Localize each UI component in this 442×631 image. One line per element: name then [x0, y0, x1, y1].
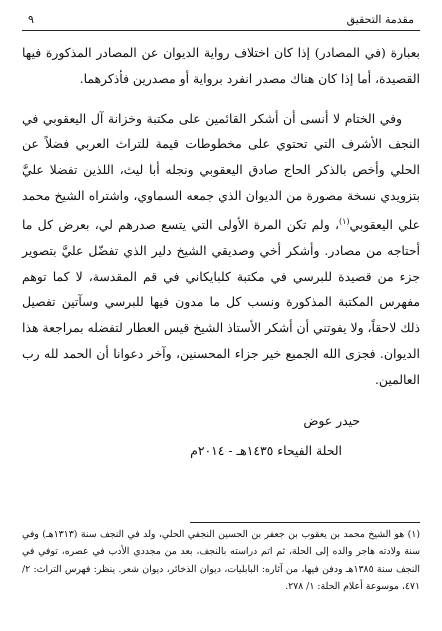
main-text: [22, 40, 420, 466]
place-date: الحلة الفيحاء ١٤٣٥هـ - ٢٠١٤م: [190, 443, 342, 459]
footnote-marker: (١): [338, 216, 350, 226]
paragraph-1: بعبارة (في المصادر) إذا كان اختلاف رواية الديوان عن المصادر المذكورة فيها القصيدة، أما إذا كان هناك مصدر انفرد برواية أو مصدرين فأذكرهما.: [22, 45, 420, 86]
header-divider: [22, 30, 420, 31]
author-name: حيدر عوض: [303, 413, 360, 429]
page-header: [28, 8, 414, 30]
paragraph-2-part-1: وفي الختام لا أنسى أن أشكر القائمين على مكتبة وخزانة آل اليعقوبي في النجف الأشرف التي تحتوي على مخطوطات قيمة للتراث العربي فضلاً عن الحلي وأخص بالذكر الحاج صادق اليعقوبي ونجله أبا ليث، اللذين تفضلا عليَّ بتزويدي نسخة مصورة من الديوان الذي جمعه السماوي، واشتراه الشيخ محمد علي اليعقوبي: [22, 110, 420, 232]
paragraph-2-part-2: ، ولم تكن المرة الأولى التي يتسع صدرهم لي، بعرض كل ما أحتاجه من مصادر. وأشكر أخي وصديقي الشيخ دلير الذي تفضّل عليَّ بتصوير جزء من قصيدة للبرسي في مكتبة كلبايكاني في قم المقدسة، لا كما توهم مفهرس المكتبة المذكورة ونسب كل ما مدون فيها للبرسي وسآتين تفصيل ذلك لاحقاً، ولا يفوتني أن أشكر الأستاذ الشيخ قيس العطار لتفضله بمراجعة هذا الديوان. فجزى الله الجميع خير جزاء المحسنين، وآخر دعوانا أن الحمد لله رب العالمين.: [22, 216, 420, 387]
signature-block: [22, 406, 420, 466]
page-number: ٩: [28, 12, 34, 26]
footnote-divider: [190, 522, 420, 523]
section-title: مقدمة التحقيق: [346, 12, 414, 26]
paragraph-2: [22, 106, 420, 393]
footnote: (١) هو الشيخ محمد بن يعقوب بن جعفر بن الحسين النجفي الحلي، ولد في النجف سنة (١٣١٣هـ) وفي سنة ولادته هاجر والده إلى الحلة، ثم اتم دراسته بالنجف، بعد من مجددي الأدب في عصره، توفي في النجف سنة ١٣٨٥هـ ودفن فيها، من آثاره: البابليات، ديوان الذخائر، ديوان شعر. ينظر: فهرس التراث: ٢/ ٤٧١، موسوعة أعلام الحلة: ١/ ٢٧٨.: [22, 529, 420, 593]
